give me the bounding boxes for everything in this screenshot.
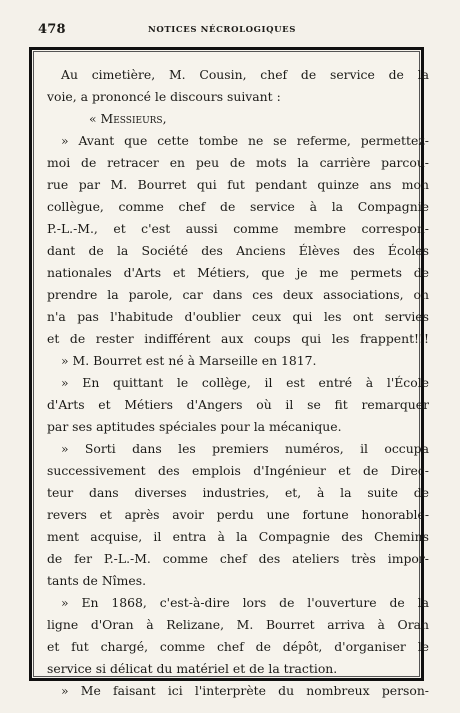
text-line: teur dans diverses industries, et, à la suite de bbox=[47, 485, 429, 500]
text-line: P.-L.-M., et c'est aussi comme membre correspon- bbox=[47, 221, 429, 236]
text-line: » Avant que cette tombe ne se referme, permettez- bbox=[61, 133, 429, 148]
page-header bbox=[0, 22, 460, 42]
text-line: » Sorti dans les premiers numéros, il occupa bbox=[61, 441, 429, 456]
text-line: » M. Bourret est né à Marseille en 1817. bbox=[61, 353, 317, 368]
text-line: moi de retracer en peu de mots la carrière parcou- bbox=[47, 155, 429, 170]
text-line: voie, a prononcé le discours suivant : bbox=[47, 89, 281, 104]
page-number: 478 bbox=[38, 22, 66, 37]
body-text bbox=[47, 64, 429, 702]
text-line: et de rester indifférent aux coups qui les frappent!!! bbox=[47, 331, 429, 346]
text-line: de fer P.-L.-M. comme chef des ateliers très impor- bbox=[47, 551, 429, 566]
running-title: NOTICES NÉCROLOGIQUES bbox=[148, 25, 296, 35]
text-line: revers et après avoir perdu une fortune honorable- bbox=[47, 507, 429, 522]
text-line: rue par M. Bourret qui fut pendant quinze ans mon bbox=[47, 177, 429, 192]
text-line: d'Arts et Métiers d'Angers où il se fit remarquer bbox=[47, 397, 429, 412]
text-line: dant de la Société des Anciens Élèves des Écoles bbox=[47, 243, 429, 258]
text-line: nationales d'Arts et Métiers, que je me permets de bbox=[47, 265, 429, 280]
text-line: » Me faisant ici l'interprète du nombreux person- bbox=[61, 683, 429, 698]
text-line: et fut chargé, comme chef de dépôt, d'organiser le bbox=[47, 639, 429, 654]
text-line: successivement des emplois d'Ingénieur et de Direc- bbox=[47, 463, 429, 478]
text-line: collègue, comme chef de service à la Compagnie bbox=[47, 199, 429, 214]
text-line: ment acquise, il entra à la Compagnie des Chemins bbox=[47, 529, 429, 544]
text-line: Au cimetière, M. Cousin, chef de service de la bbox=[61, 67, 429, 82]
text-line: tants de Nîmes. bbox=[47, 573, 147, 588]
text-line: « Messieurs, bbox=[89, 111, 167, 126]
text-line: » En quittant le collège, il est entré à l'École bbox=[61, 375, 429, 390]
text-line: service si délicat du matériel et de la traction. bbox=[47, 661, 338, 676]
text-line: ligne d'Oran à Relizane, M. Bourret arriva à Oran bbox=[47, 617, 429, 632]
text-line: par ses aptitudes spéciales pour la mécanique. bbox=[47, 419, 342, 434]
text-line: prendre la parole, car dans ces deux associations, on bbox=[47, 287, 429, 302]
text-line: n'a pas l'habitude d'oublier ceux qui les ont servies bbox=[47, 309, 429, 324]
text-line: » En 1868, c'est-à-dire lors de l'ouverture de la bbox=[61, 595, 429, 610]
